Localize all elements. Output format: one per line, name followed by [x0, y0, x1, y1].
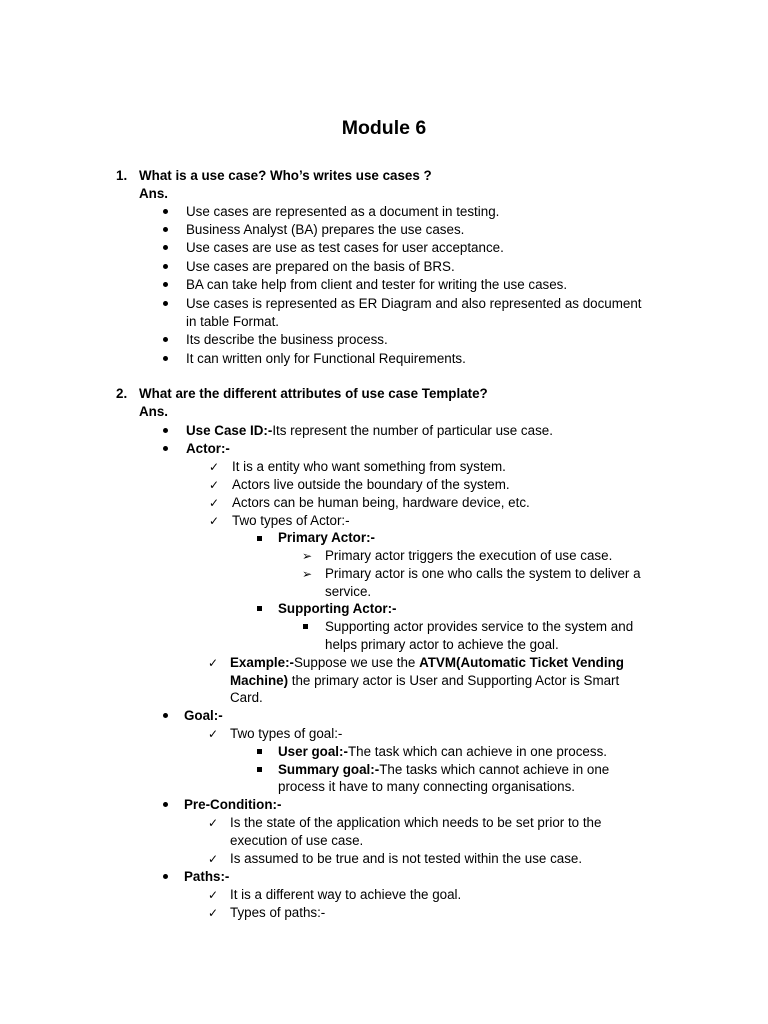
- paths-item: It is a different way to achieve the goal.: [230, 887, 462, 902]
- bullet-dot: [163, 337, 168, 342]
- check-icon: ✓: [209, 496, 220, 510]
- bullet-dot: [163, 446, 168, 451]
- primary-actor-item: Primary actor is one who calls the system to deliver a: [325, 566, 641, 581]
- square-bullet: [303, 624, 308, 629]
- primary-actor-label: Primary Actor:-: [278, 530, 375, 545]
- check-icon: ✓: [208, 816, 219, 830]
- precondition-heading: [184, 796, 281, 814]
- q1-item: Use cases are represented as a document in testing.: [186, 204, 500, 219]
- check-icon: ✓: [208, 656, 219, 670]
- question-2: [116, 385, 676, 403]
- example-line-3: Card.: [230, 690, 263, 705]
- primary-actor-item: service.: [325, 584, 372, 599]
- example-line: [230, 654, 624, 672]
- paths-heading: [184, 868, 229, 886]
- goal-label: Goal:-: [184, 708, 223, 723]
- bullet-dot: [163, 227, 168, 232]
- check-icon: ✓: [208, 852, 219, 866]
- primary-actor-heading: [278, 529, 375, 547]
- goal-item: Two types of goal:-: [230, 726, 343, 741]
- bullet-dot: [163, 802, 168, 807]
- example-text: Suppose we use the: [294, 655, 420, 670]
- paths-label: Paths:-: [184, 869, 230, 884]
- precondition-item: Is the state of the application which needs to be set prior to the: [230, 815, 602, 830]
- bullet-dot: [163, 301, 168, 306]
- bullet-dot: [163, 356, 168, 361]
- question-1-text: What is a use case? Who’s writes use cases ?: [139, 168, 432, 183]
- page-title: Module 6: [341, 117, 427, 139]
- summary-goal-text: The tasks which cannot achieve in one: [379, 762, 610, 777]
- actor-item: It is a entity who want something from system.: [232, 459, 506, 474]
- actor-item: Actors live outside the boundary of the system.: [232, 477, 510, 492]
- actor-heading: [186, 440, 230, 458]
- square-bullet: [257, 536, 262, 541]
- supporting-actor-item: helps primary actor to achieve the goal.: [325, 637, 559, 652]
- precondition-item: execution of use case.: [230, 833, 364, 848]
- check-icon: ✓: [208, 906, 219, 920]
- answer-2-label: Ans.: [139, 404, 169, 419]
- supporting-actor-heading: [278, 600, 397, 618]
- arrow-icon: ➢: [302, 567, 313, 581]
- check-icon: ✓: [209, 460, 220, 474]
- summary-goal-line: [278, 761, 609, 779]
- actor-item: Two types of Actor:-: [232, 513, 350, 528]
- user-goal-line: [278, 743, 607, 761]
- bullet-dot: [163, 713, 168, 718]
- actor-item: Actors can be human being, hardware device, etc.: [232, 495, 530, 510]
- square-bullet: [257, 767, 262, 772]
- paths-item: Types of paths:-: [230, 905, 326, 920]
- use-case-id-label: Use Case ID:-: [186, 423, 273, 438]
- use-case-id-line: [186, 422, 553, 440]
- check-icon: ✓: [209, 514, 220, 528]
- precondition-label: Pre-Condition:-: [184, 797, 282, 812]
- question-1: [116, 167, 676, 185]
- bullet-dot: [163, 245, 168, 250]
- q1-item: Business Analyst (BA) prepares the use cases.: [186, 222, 465, 237]
- example-text-2: the primary actor is User and Supporting Actor is Smart: [288, 673, 620, 688]
- actor-label: Actor:-: [186, 441, 230, 456]
- bullet-dot: [163, 209, 168, 214]
- q1-item: Use cases is represented as ER Diagram and also represented as document: [186, 296, 642, 311]
- precondition-item: Is assumed to be true and is not tested within the use case.: [230, 851, 583, 866]
- question-2-text: What are the different attributes of use case Template?: [139, 386, 488, 401]
- bullet-dot: [163, 428, 168, 433]
- summary-goal-label: Summary goal:-: [278, 762, 380, 777]
- q1-item: Use cases are prepared on the basis of BRS.: [186, 259, 455, 274]
- answer-1-label: Ans.: [139, 186, 169, 201]
- example-label: Example:-: [230, 655, 294, 670]
- question-2-number: 2.: [116, 386, 128, 401]
- user-goal-text: The task which can achieve in one process.: [347, 744, 607, 759]
- example-line-2: [230, 672, 619, 690]
- q1-item: Its describe the business process.: [186, 332, 388, 347]
- use-case-id-text: Its represent the number of particular use case.: [272, 423, 553, 438]
- bullet-dot: [163, 264, 168, 269]
- example-bold: ATVM(Automatic Ticket Vending: [419, 655, 624, 670]
- user-goal-label: User goal:-: [278, 744, 348, 759]
- square-bullet: [257, 749, 262, 754]
- question-1-number: 1.: [116, 168, 128, 183]
- arrow-icon: ➢: [302, 549, 313, 563]
- q1-item: in table Format.: [186, 314, 280, 329]
- check-icon: ✓: [208, 888, 219, 902]
- square-bullet: [257, 606, 262, 611]
- supporting-actor-label: Supporting Actor:-: [278, 601, 397, 616]
- q1-item: It can written only for Functional Requirements.: [186, 351, 466, 366]
- primary-actor-item: Primary actor triggers the execution of use case.: [325, 548, 613, 563]
- check-icon: ✓: [208, 727, 219, 741]
- supporting-actor-item: Supporting actor provides service to the system and: [325, 619, 634, 634]
- summary-goal-line-2: process it have to many connecting organisations.: [278, 779, 575, 794]
- check-icon: ✓: [209, 478, 220, 492]
- example-bold-2: Machine): [230, 673, 289, 688]
- bullet-dot: [163, 874, 168, 879]
- q1-item: BA can take help from client and tester for writing the use cases.: [186, 277, 568, 292]
- bullet-dot: [163, 282, 168, 287]
- q1-item: Use cases are use as test cases for user acceptance.: [186, 240, 504, 255]
- goal-heading: [184, 707, 223, 725]
